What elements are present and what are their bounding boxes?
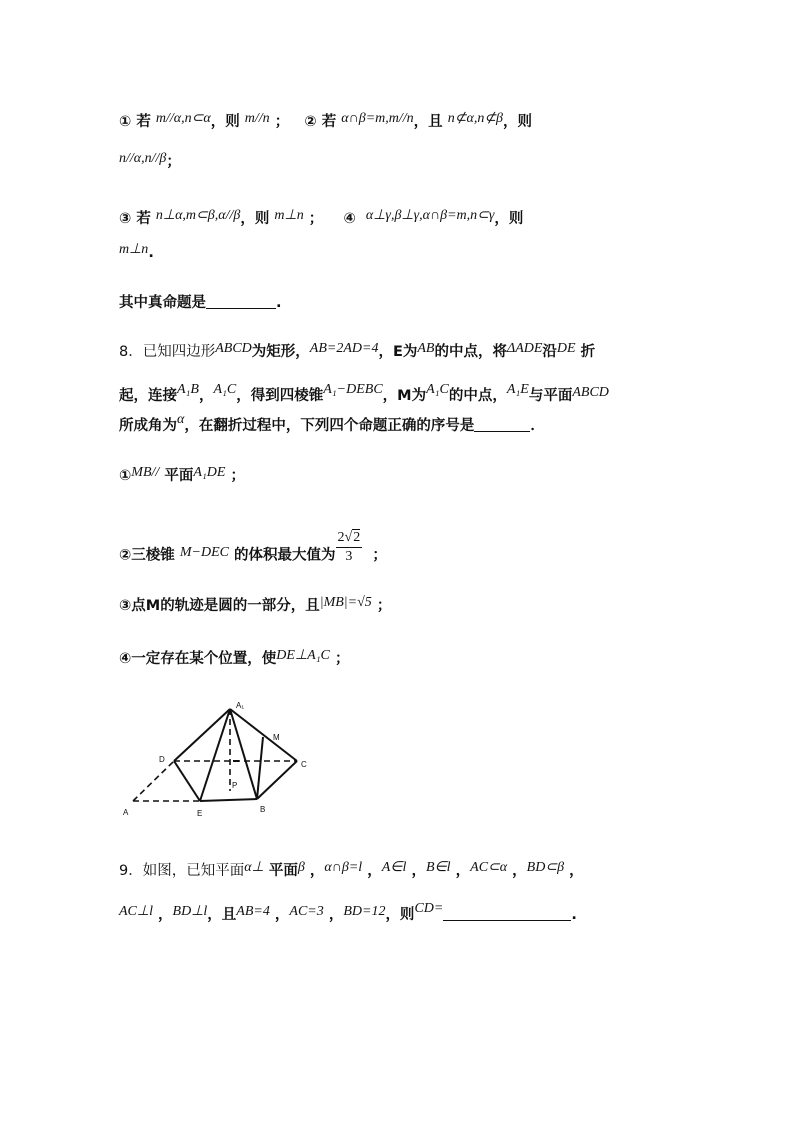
q8-text-e: ，E为 <box>378 344 418 360</box>
q7-s2-cond: α∩β=m,m//n <box>341 111 414 126</box>
q9-sep-4: ， <box>455 863 471 879</box>
q7-s2-and: ，且 <box>413 114 443 130</box>
q9-sep-6: ， <box>569 863 584 879</box>
q8-m-a1c: A₁C <box>213 382 237 397</box>
q9-m-ac-perp: AC⊥l <box>119 904 153 919</box>
q7-question-text: 其中真命题是 <box>119 295 206 311</box>
label-d: D <box>159 755 165 764</box>
q8-m-ade: ΔADE <box>506 341 543 356</box>
q8-text-end: ． <box>530 418 545 434</box>
q8-text-ask: ，在翻折过程中，下列四个命题正确的序号是 <box>184 418 475 434</box>
q9-m-bd-sub: BD⊂β <box>526 860 565 875</box>
q8-o4-perp: DE⊥A₁C <box>276 648 330 663</box>
label-e: E <box>197 809 203 818</box>
q8-option-2 <box>119 530 387 573</box>
q9-sep-5: ， <box>512 863 527 879</box>
label-a1: A₁ <box>236 701 245 710</box>
q9-text-plane: 平面 <box>268 863 298 879</box>
q8-m-ab: AB <box>417 341 435 356</box>
q8-answer-blank[interactable] <box>474 417 530 432</box>
q8-text-angle: 所成角为 <box>119 418 177 434</box>
edge-d-e <box>174 761 200 801</box>
q7-s1-label: ① 若 <box>119 114 151 130</box>
q8-o2-text: 的体积最大值为 <box>234 547 336 564</box>
q7-s3-label: ③ 若 <box>119 211 151 227</box>
q8-o2-end: ； <box>372 547 387 564</box>
q9-line-1 <box>119 859 584 880</box>
edge-b-c <box>257 761 297 799</box>
edge-m-b <box>257 737 263 799</box>
q8-o1-plane: 平面 <box>164 468 194 484</box>
q8-prefix: 8．已知四边形 <box>119 344 216 360</box>
q8-m-a1e: A₁E <box>506 382 529 397</box>
q8-o1-label: ① <box>119 468 132 484</box>
q7-line-4 <box>119 242 154 262</box>
q8-text-rect: 为矩形， <box>251 344 310 360</box>
q9-m-bd: BD=12 <box>343 904 386 919</box>
q8-o2-numerator: 2√2 <box>336 530 363 548</box>
q7-sep1: ； <box>274 114 290 130</box>
q9-m-cd: CD= <box>414 901 444 916</box>
q9-sep-2: ， <box>367 863 382 879</box>
q9-m-intersect: α∩β=l <box>324 860 363 875</box>
q7-s3-cond: n⊥α,m⊂β,α//β <box>155 208 241 223</box>
q9-m-alpha-perp: α⊥ <box>244 860 264 875</box>
q8-line-1 <box>119 340 595 361</box>
q7-question <box>119 291 282 312</box>
edge-e-b <box>200 799 257 801</box>
q7-question-end: . <box>276 295 282 311</box>
q7-s4-res: m⊥n <box>119 242 149 257</box>
q9-sep-9: ， <box>328 907 344 923</box>
q8-option-4 <box>119 647 349 668</box>
q9-line-2 <box>119 903 577 924</box>
q8-text-pyramid: ，得到四棱锥 <box>236 388 324 404</box>
q8-text-along: 沿 <box>542 344 557 360</box>
q9-answer-blank[interactable] <box>443 906 571 921</box>
q8-text-fold: 折 <box>580 344 596 360</box>
q7-s4-label: ④ <box>343 211 356 227</box>
q7-s4-then: ，则 <box>494 211 524 227</box>
q8-option-1 <box>119 464 245 485</box>
q8-m-alpha: α <box>177 412 185 427</box>
q9-sep-7: ， <box>158 907 173 923</box>
q9-sep-1: ， <box>309 863 325 879</box>
q8-text-mid: 的中点，将 <box>434 344 507 360</box>
q9-m-ac-sub: AC⊂α <box>470 860 508 875</box>
q7-s3-then: ，则 <box>240 211 270 227</box>
q8-m-pyramid: A₁−DEBC <box>323 382 383 397</box>
q9-sep-8: ， <box>274 907 290 923</box>
q8-m-a1c-2: A₁C <box>426 382 449 397</box>
edge-a-d-dashed <box>133 761 174 801</box>
q9-sep-3: ， <box>411 863 426 879</box>
q9-m-b-in-l: B∈l <box>425 860 451 875</box>
q8-o2-num-coef: 2 <box>337 530 345 545</box>
label-p: P <box>232 781 238 790</box>
q8-o4-end: ； <box>334 651 350 667</box>
q7-s1-res: m//n <box>244 111 270 126</box>
q9-m-a-in-l: A∈l <box>381 860 407 875</box>
q8-line-3 <box>119 414 545 435</box>
q8-o2-num-rad: 2 <box>353 530 361 545</box>
q8-text-mid2: 的中点， <box>448 388 507 404</box>
q8-o1-a1de: A₁DE <box>193 465 226 480</box>
q7-s1-cond: m//α,n⊂α <box>155 111 211 126</box>
q8-m-ab-eq: AB=2AD=4 <box>309 341 379 356</box>
q8-o2-label: ②三棱锥 <box>119 547 175 564</box>
q8-m-a1b: A₁B <box>177 382 199 397</box>
q8-o1-end: ； <box>230 468 245 484</box>
label-c: C <box>301 760 307 769</box>
q8-o3-mb: |MB|=√5 <box>319 595 372 610</box>
q7-period: . <box>148 245 154 261</box>
q7-s4-cond: α⊥γ,β⊥γ,α∩β=m,n⊂γ <box>365 208 495 223</box>
q8-m-abcd-2: ABCD <box>572 385 609 400</box>
q8-comma: ， <box>198 388 214 404</box>
q8-o3-end: ； <box>376 598 392 614</box>
q7-line-3 <box>119 207 523 228</box>
q7-s2-res: n//α,n//β <box>119 151 167 166</box>
q8-text-connect: 起，连接 <box>119 388 177 404</box>
q7-s3-res: m⊥n <box>274 208 304 223</box>
q7-semi: ； <box>166 154 181 170</box>
q8-m-abcd: ABCD <box>215 341 252 356</box>
q9-end: . <box>571 907 577 923</box>
q7-answer-blank[interactable] <box>206 294 276 309</box>
q8-m-de: DE <box>556 341 576 356</box>
label-b: B <box>260 805 266 814</box>
q8-option-3 <box>119 594 391 615</box>
q8-text-plane: 与平面 <box>528 388 573 404</box>
q9-m-ac: AC=3 <box>289 904 324 919</box>
q7-s2-cond2: n⊄α,n⊄β <box>447 111 504 126</box>
q9-m-bd-perp: BD⊥l <box>172 904 208 919</box>
label-m: M <box>273 733 280 742</box>
q8-o3-text: ③点M的轨迹是圆的一部分，且 <box>119 598 320 614</box>
q7-s1-then: ，则 <box>210 114 240 130</box>
q7-s2-label: ② 若 <box>304 114 337 130</box>
q7-line-2 <box>119 150 181 171</box>
q8-text-m: ，M为 <box>382 388 427 404</box>
q9-m-ab: AB=4 <box>236 904 270 919</box>
q8-o2-mdec: M−DEC <box>179 544 229 560</box>
pyramid-figure <box>115 695 315 830</box>
q8-o1-mb: MB// <box>131 465 160 480</box>
q8-o4-text: ④一定存在某个位置，使 <box>119 651 277 667</box>
q9-text-then: ，则 <box>385 907 415 923</box>
q8-o2-denominator: 3 <box>345 549 353 564</box>
q7-s2-then: ，则 <box>503 114 533 130</box>
q8-o2-fraction <box>336 530 363 565</box>
q7-line-1 <box>119 110 532 131</box>
q7-sep3: ； <box>308 211 324 227</box>
q8-line-2 <box>119 384 609 405</box>
q9-m-beta: β <box>297 860 305 875</box>
edge-a1-c <box>230 709 297 761</box>
q9-text-and: ，且 <box>207 907 237 923</box>
label-a: A <box>123 808 129 817</box>
q9-prefix: 9．如图，已知平面 <box>119 863 245 879</box>
